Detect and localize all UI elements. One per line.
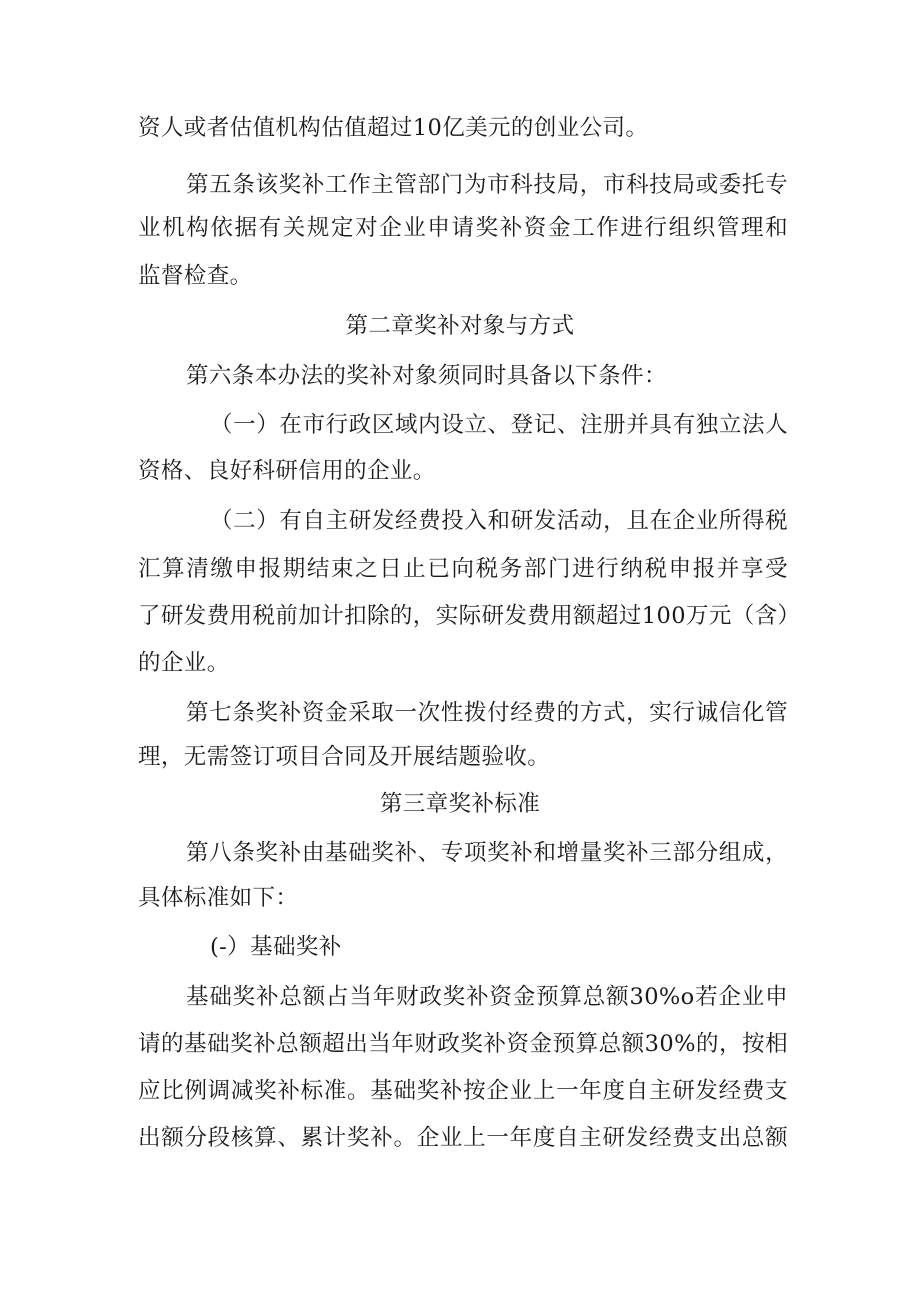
condition-2-line-4: 的企业。	[138, 650, 230, 676]
condition-1-line-1: （一）在市行政区域内设立、登记、注册并具有独立法人	[210, 412, 788, 438]
chapter-2-heading: 第二章奖补对象与方式	[345, 313, 575, 339]
article-7-line-1: 第七条奖补资金采取一次性拨付经费的方式，实行诚信化管	[186, 700, 788, 726]
article-6-line-1: 第六条本办法的奖补对象须同时具备以下条件：	[186, 363, 667, 389]
condition-2-line-3: 了研发费用税前加计扣除的，实际研发费用额超过100万元（含）	[138, 603, 801, 629]
basic-para-line-3: 应比例调减奖补标准。基础奖补按企业上一年度自主研发经费支	[138, 1078, 788, 1104]
article-8-line-2: 具体标准如下：	[138, 885, 299, 911]
article-5-line-3: 监督检查。	[138, 263, 253, 289]
condition-1-line-2: 资格、良好科研信用的企业。	[138, 458, 436, 484]
article-5-line-2: 业机构依据有关规定对企业申请奖补资金工作进行组织管理和	[138, 215, 788, 241]
basic-para-line-4: 出额分段核算、累计奖补。企业上一年度自主研发经费支出总额	[138, 1125, 788, 1151]
article-5-line-1: 第五条该奖补工作主管部门为市科技局，市科技局或委托专	[186, 172, 788, 198]
chapter-3-heading: 第三章奖补标准	[379, 791, 541, 817]
condition-2-line-1: （二）有自主研发经费投入和研发活动，且在企业所得税	[210, 508, 788, 534]
article-7-line-2: 理，无需签订项目合同及开展结题验收。	[138, 744, 551, 770]
basic-para-line-1: 基础奖补总额占当年财政奖补资金预算总额30%o若企业申	[186, 984, 788, 1010]
basic-para-line-2: 请的基础奖补总额超出当年财政奖补资金预算总额30%的，按相	[138, 1031, 788, 1057]
condition-2-line-2: 汇算清缴申报期结束之日止已向税务部门进行纳税申报并享受	[138, 556, 788, 582]
article-8-line-1: 第八条奖补由基础奖补、专项奖补和增量奖补三部分组成，	[186, 840, 788, 866]
text-line-1: 资人或者估值机构估值超过10亿美元的创业公司。	[138, 115, 649, 141]
section-basic-heading: (-）基础奖补	[210, 934, 342, 960]
